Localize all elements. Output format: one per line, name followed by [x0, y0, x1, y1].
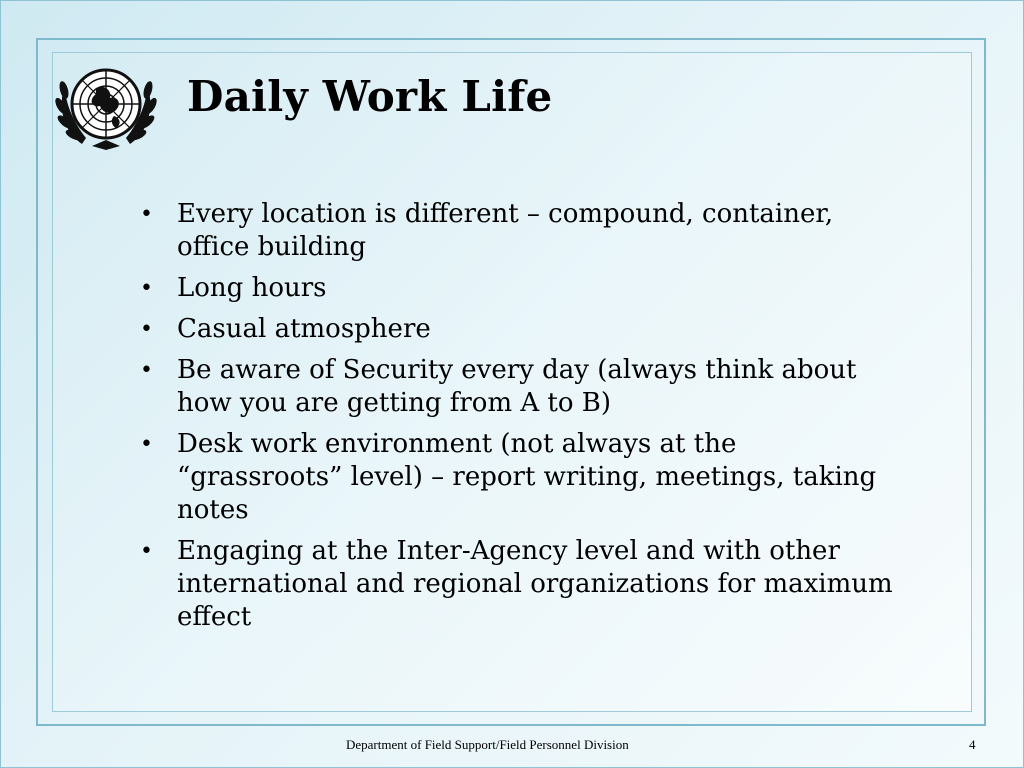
- list-item: [140, 428, 900, 527]
- list-item: [140, 313, 900, 346]
- bullet-text: Desk work environment (not always at the “grassroots” level) – report writing, meetings, taking notes: [177, 429, 877, 525]
- list-item: [140, 198, 900, 264]
- bullet-list: [140, 198, 900, 642]
- list-item: [140, 272, 900, 305]
- bullet-text: Engaging at the Inter-Agency level and with other international and regional organizations for maximum effect: [177, 536, 893, 632]
- bullet-icon: •: [140, 276, 153, 301]
- list-item: [140, 354, 900, 420]
- bullet-icon: •: [140, 539, 153, 564]
- bullet-icon: •: [140, 202, 153, 227]
- slide-title: Daily Work Life: [187, 72, 553, 121]
- footer-text: Department of Field Support/Field Personnel Division: [346, 737, 629, 752]
- page-number: 4: [969, 737, 976, 752]
- list-item: [140, 535, 900, 634]
- bullet-icon: •: [140, 317, 153, 342]
- bullet-text: Be aware of Security every day (always think about how you are getting from A to B): [177, 355, 857, 418]
- un-emblem-icon: [52, 60, 160, 156]
- bullet-icon: •: [140, 358, 153, 383]
- bullet-text: Casual atmosphere: [177, 314, 431, 344]
- bullet-icon: •: [140, 432, 153, 457]
- bullet-text: Every location is different – compound, container, office building: [177, 199, 834, 262]
- bullet-text: Long hours: [177, 273, 327, 303]
